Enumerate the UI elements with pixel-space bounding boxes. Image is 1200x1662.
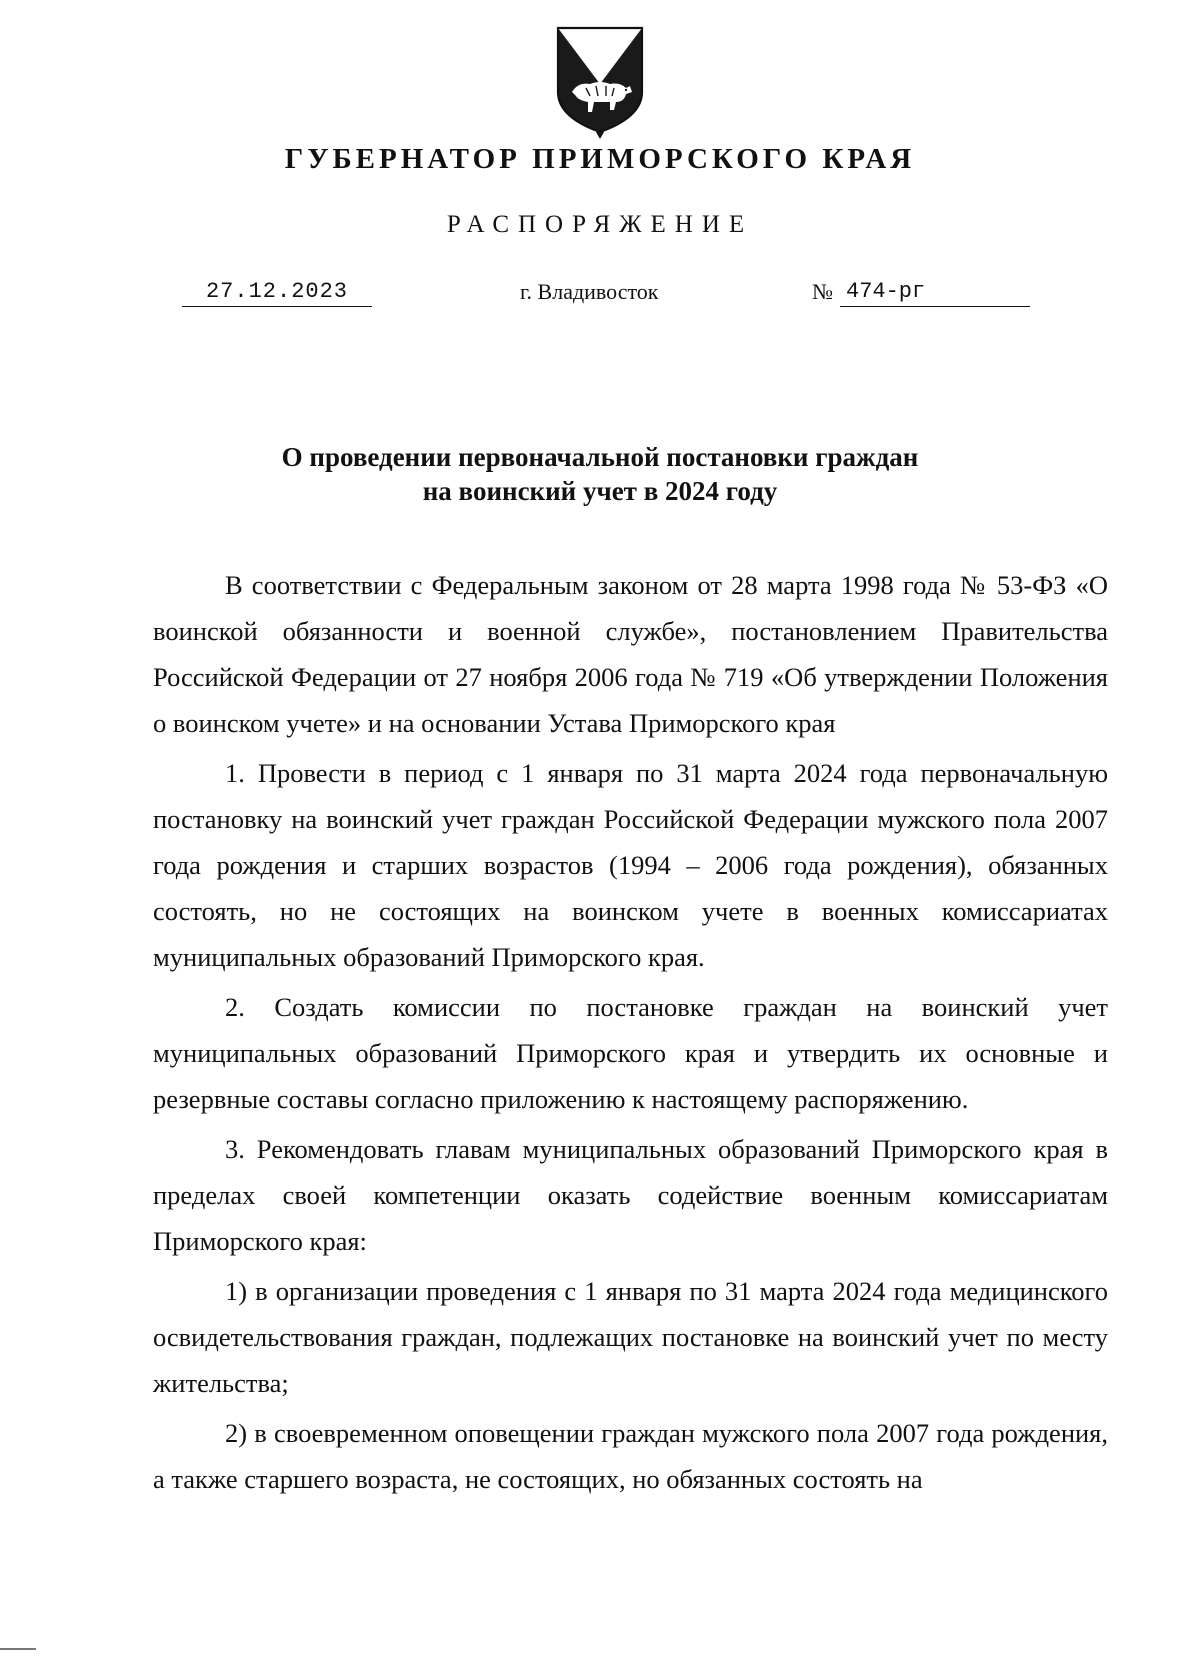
item-3-paragraph: 3. Рекомендовать главам муниципальных образований Приморского края в пределах своей компетенции оказать содействие военным комиссариатам Приморского края:: [153, 1134, 1108, 1256]
document-meta: [0, 278, 1200, 318]
document-number: 474-рг: [840, 278, 1030, 307]
title-line-2: на воинский учет в 2024 году: [422, 476, 778, 506]
item-2-paragraph: 2. Создать комиссии по постановке граждан на воинский учет муниципальных образований Приморского края и утвердить их основные и резервные составы согласно приложению к настоящему распоряжению.: [153, 992, 1108, 1114]
title-line-1: О проведении первоначальной постановки граждан: [281, 442, 919, 472]
document-type: РАСПОРЯЖЕНИЕ: [446, 211, 754, 238]
document-date: 27.12.2023: [182, 278, 372, 307]
number-sign: №: [812, 279, 833, 304]
document-body: [153, 562, 1108, 1506]
document-city: г. Владивосток: [520, 279, 659, 304]
scan-artifact: [0, 1648, 36, 1650]
preamble-paragraph: В соответствии с Федеральным законом от 28 марта 1998 года № 53-ФЗ «О воинской обязанности и военной службе», постановлением Правительства Российской Федерации от 27 ноября 2006 года № 719 «Об утверждении Положения о воинском учете» и на основании Устава Приморского края: [153, 570, 1108, 738]
subitem-1-paragraph: 1) в организации проведения с 1 января по 31 марта 2024 года медицинского освидетельствования граждан, подлежащих постановке на воинский учет по месту жительства;: [153, 1276, 1108, 1398]
issuing-authority: ГУБЕРНАТОР ПРИМОРСКОГО КРАЯ: [284, 143, 916, 175]
document-title: [150, 440, 1050, 508]
subitem-2-paragraph: 2) в своевременном оповещении граждан мужского пола 2007 года рождения, а также старшего возраста, не состоящих, но обязанных состоять на: [153, 1418, 1108, 1494]
coat-of-arms-emblem: [550, 22, 650, 140]
item-1-paragraph: 1. Провести в период с 1 января по 31 марта 2024 года первоначальную постановку на воинский учет граждан Российской Федерации мужского пола 2007 года рождения и старших возрастов (1994 – 2006 года рождения), обязанных состоять, но не состоящих на воинском учете в военных комиссариатах муниципальных образований Приморского края.: [153, 758, 1108, 972]
